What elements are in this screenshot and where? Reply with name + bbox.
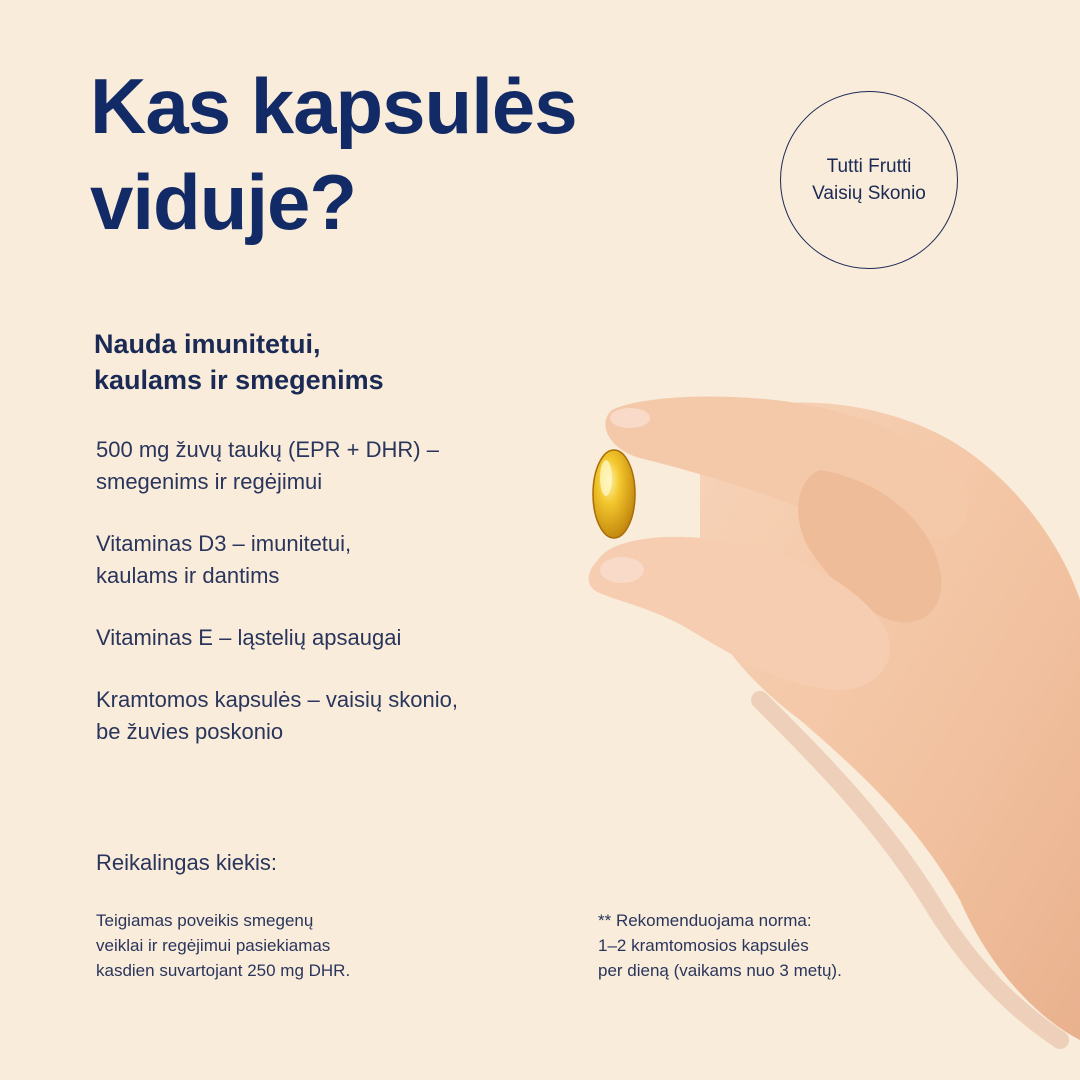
benefit-line: kaulams ir dantims — [96, 563, 280, 588]
benefit-line: Kramtomos kapsulės – vaisių skonio, — [96, 687, 458, 712]
badge-line-2: Vaisių Skonio — [812, 183, 926, 204]
note-line: kasdien suvartojant 250 mg DHR. — [96, 961, 351, 980]
note-line: 1–2 kramtomosios kapsulės — [598, 936, 809, 955]
note-line: veiklai ir regėjimui pasiekiamas — [96, 936, 331, 955]
benefit-line: be žuvies poskonio — [96, 719, 284, 744]
benefit-item — [96, 434, 566, 498]
benefit-item — [96, 528, 566, 592]
note-line: Teigiamas poveikis smegenų — [96, 911, 314, 930]
requirement-title: Reikalingas kiekis: — [96, 850, 277, 875]
flavor-badge — [780, 91, 958, 269]
title-line-2: viduje? — [90, 158, 357, 246]
thumb-nail — [600, 557, 644, 583]
benefits-list — [96, 434, 566, 778]
subtitle-line-1: Nauda imunitetui, — [94, 329, 321, 359]
benefit-line: Vitaminas E – ląstelių apsaugai — [96, 625, 402, 650]
benefit-line: smegenims ir regėjimui — [96, 469, 323, 494]
hand-holding-capsule-illustration — [560, 380, 1080, 1080]
benefits-heading — [94, 326, 384, 398]
benefit-line: Vitaminas D3 – imunitetui, — [96, 531, 352, 556]
subtitle-line-2: kaulams ir smegenims — [94, 365, 384, 395]
capsule-icon — [593, 450, 635, 538]
page-title — [90, 58, 730, 250]
requirement-note-left — [96, 908, 350, 983]
benefit-item — [96, 622, 566, 654]
benefit-line: 500 mg žuvų taukų (EPR + DHR) – — [96, 437, 439, 462]
index-nail — [610, 408, 650, 428]
capsule-highlight — [600, 460, 612, 496]
note-line: per dieną (vaikams nuo 3 metų). — [598, 961, 842, 980]
benefit-item — [96, 684, 566, 748]
title-line-1: Kas kapsulės — [90, 62, 577, 150]
badge-line-1: Tutti Frutti — [826, 156, 912, 177]
note-line: ** Rekomenduojama norma: — [598, 911, 812, 930]
